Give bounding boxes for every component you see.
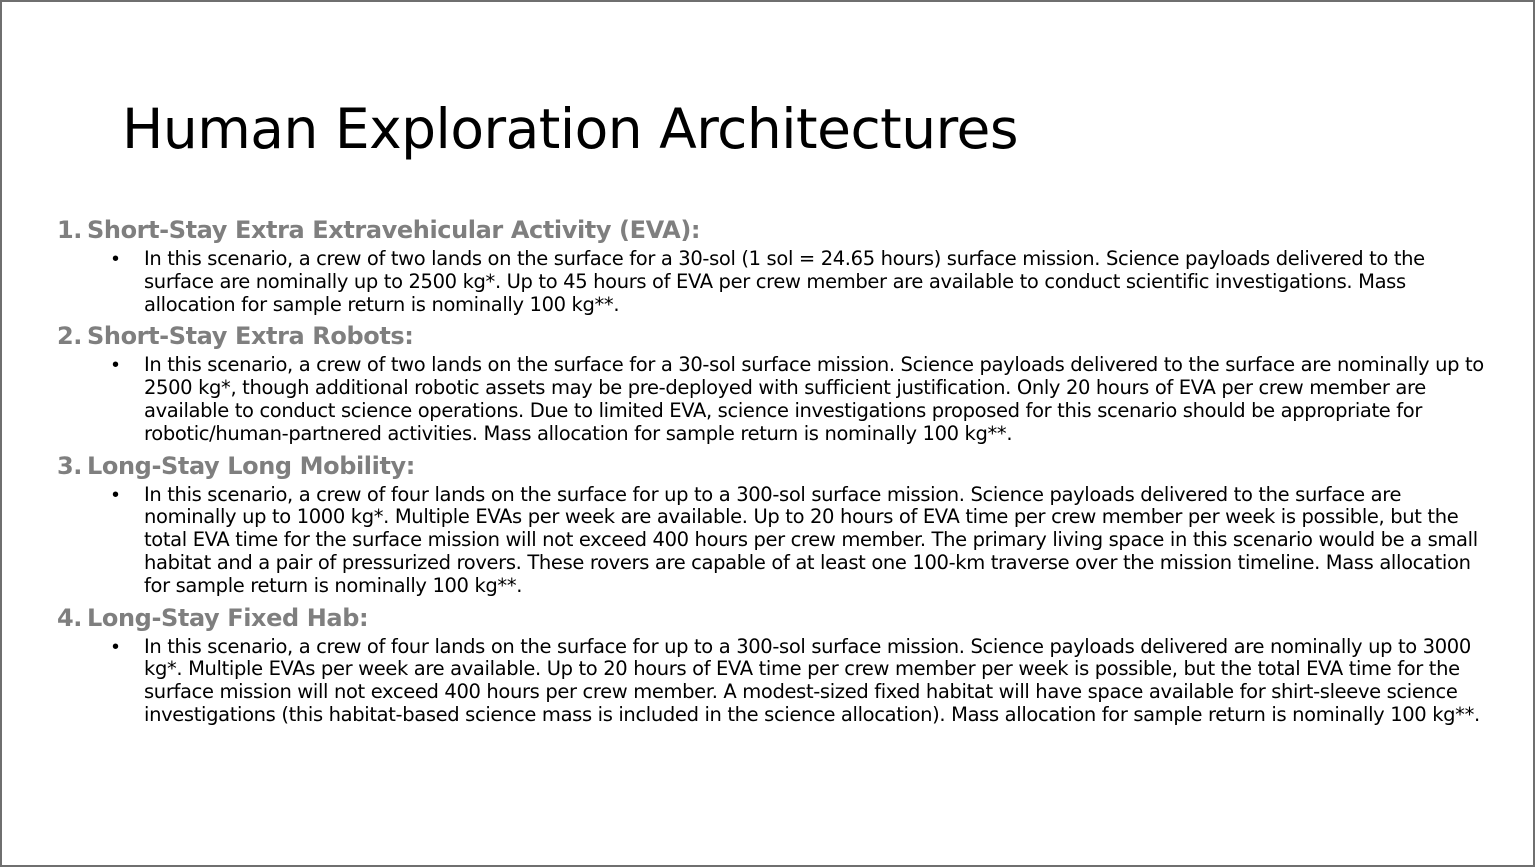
section-short-stay-robots [57, 320, 1497, 445]
bullet-text: In this scenario, a crew of four lands on the surface for up to a 300-sol surface mission. Science payloads delivered are nominally up to 3000 kg*. Multiple EVAs per week are available. Up to 20 hours of EVA time per crew member per week is possible, but the total EVA time for the surface mission will not exceed 400 hours per crew member. A modest-sized fixed habitat will have space available for shirt-sleeve science investigations (this habitat-based science mass is included in the science allocation). Mass allocation for sample return is nominally 100 kg**. [144, 634, 1480, 726]
bullet-text: In this scenario, a crew of four lands on the surface for up to a 300-sol surface mission. Science payloads delivered to the surface are nominally up to 1000 kg*. Multiple EVAs per week are available. Up to 20 hours of EVA time per crew member per week is possible, but the total EVA time for the surface mission will not exceed 400 hours per crew member. The primary living space in this scenario would be a small habitat and a pair of pressurized rovers. These rovers are capable of at least one 100-km traverse over the mission timeline. Mass allocation for sample return is nominally 100 kg**. [144, 482, 1478, 597]
section-number: 4. [57, 603, 83, 632]
section-heading [57, 450, 1497, 482]
section-long-stay-mobility [57, 450, 1497, 598]
slide-title: Human Exploration Architectures [122, 97, 1019, 161]
bullet-text: In this scenario, a crew of two lands on the surface for a 30-sol surface mission. Science payloads delivered to the surface are nominally up to 2500 kg*, though additional robotic assets may be pre-deployed with sufficient justification. Only 20 hours of EVA per crew member are available to conduct science operations. Due to limited EVA, science investigations proposed for this scenario should be appropriate for robotic/human-partnered activities. Mass allocation for sample return is nominally 100 kg**. [144, 353, 1484, 445]
section-number: 2. [57, 322, 83, 351]
section-long-stay-fixed-hab [57, 602, 1497, 727]
section-number: 3. [57, 451, 83, 480]
bullet-text: In this scenario, a crew of two lands on the surface for a 30-sol (1 sol = 24.65 hours) surface mission. Science payloads delivered to the surface are nominally up to 2500 kg*. Up to 45 hours of EVA per crew member are available to conduct scientific investigations. Mass allocation for sample return is nominally 100 kg**. [144, 247, 1425, 316]
section-heading [57, 214, 1497, 246]
section-heading [57, 320, 1497, 352]
bullet-marker: • [112, 248, 120, 270]
bullet-marker: • [112, 483, 120, 506]
section-heading [57, 602, 1497, 634]
bullet-marker: • [112, 354, 120, 377]
section-short-stay-eva [57, 214, 1497, 316]
bullet-item [57, 248, 1497, 316]
section-title: Short-Stay Extra Extravehicular Activity (EVA): [87, 216, 701, 244]
slide-body [57, 214, 1497, 731]
section-title: Long-Stay Fixed Hab: [87, 603, 369, 632]
bullet-item [57, 636, 1497, 727]
bullet-marker: • [112, 635, 120, 658]
bullet-item [57, 354, 1497, 445]
section-number: 1. [57, 216, 83, 244]
bullet-item [57, 484, 1497, 598]
section-title: Long-Stay Long Mobility: [87, 451, 415, 480]
section-title: Short-Stay Extra Robots: [87, 322, 414, 351]
